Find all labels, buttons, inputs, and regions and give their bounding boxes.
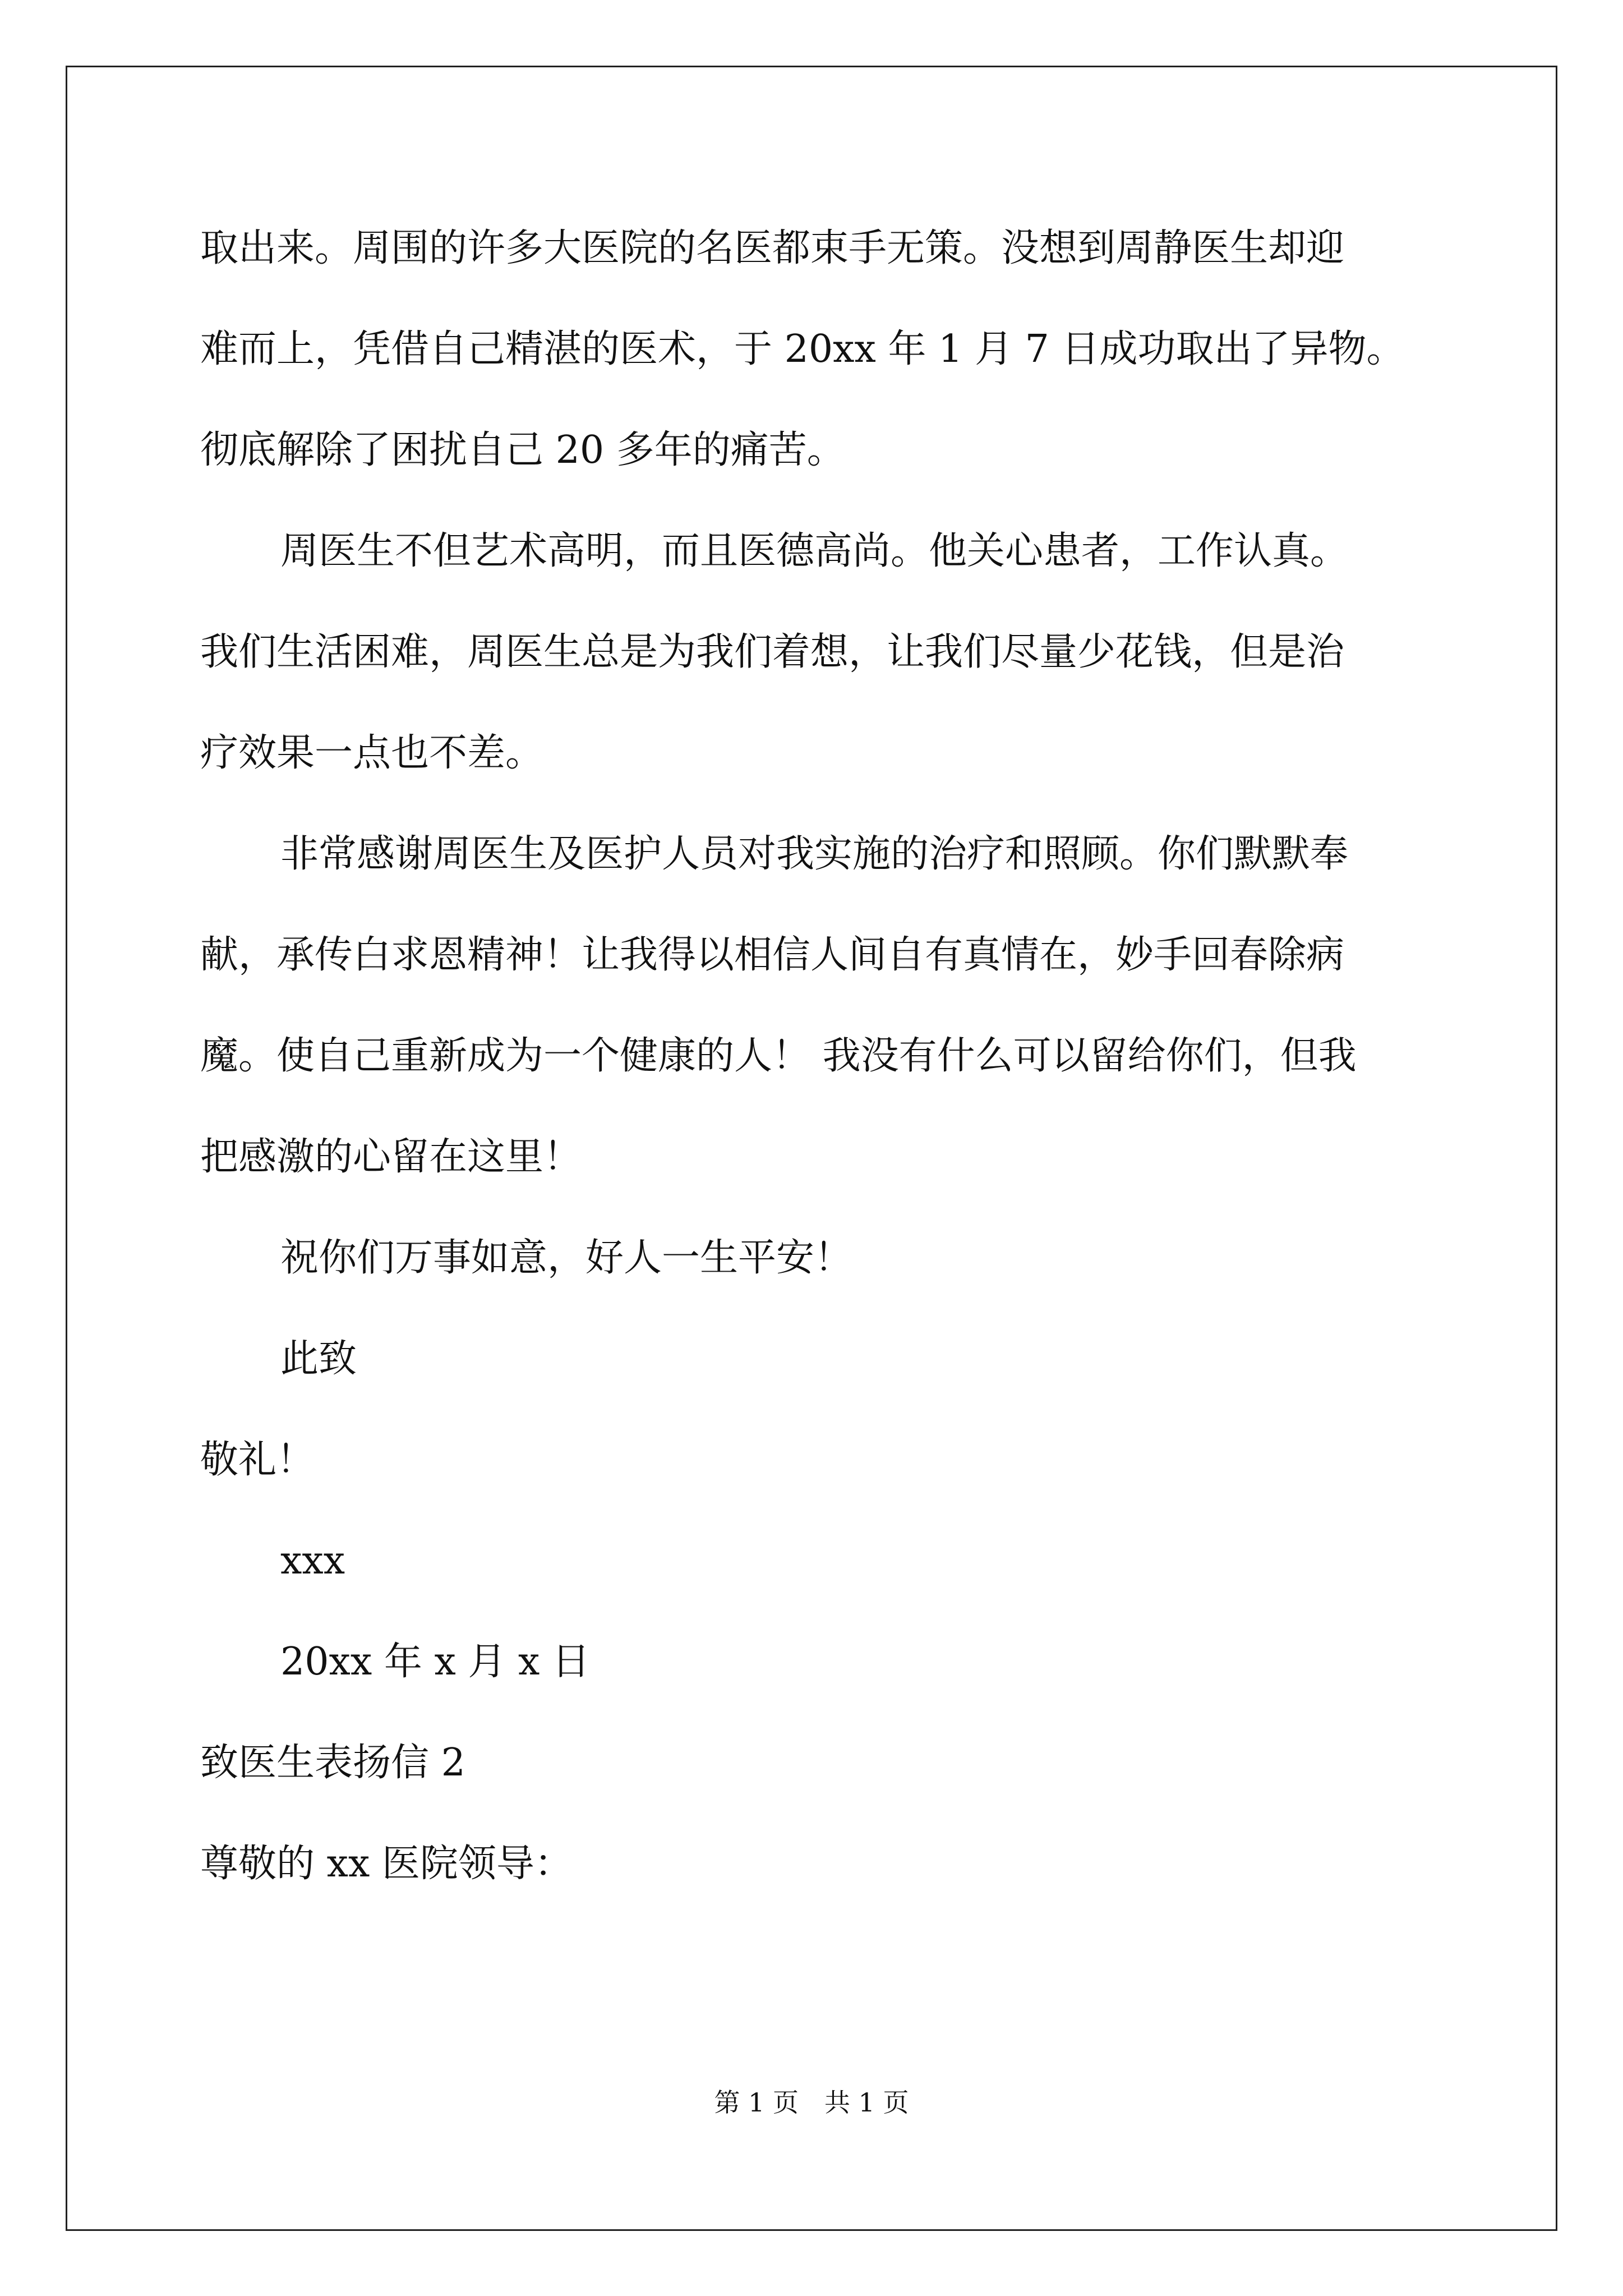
text-line: 把感激的心留在这里！ <box>200 1135 582 1179</box>
text-line: 疗效果一点也不差。 <box>200 731 544 775</box>
page-footer: 第 1 页 共 1 页 <box>714 2087 909 2118</box>
salutation-close: 敬礼！ <box>200 1438 315 1482</box>
closing-phrase: 此致 <box>280 1337 357 1381</box>
greeting: 尊敬的 xx 医院领导： <box>200 1842 573 1886</box>
paragraph-start: 非常感谢周医生及医护人员对我实施的治疗和照顾。你们默默奉 <box>280 832 1349 876</box>
paragraph-start: 周医生不但艺术高明，而且医德高尚。他关心患者，工作认真。 <box>280 529 1349 573</box>
text-line: 我们生活困难，周医生总是为我们着想，让我们尽量少花钱，但是治 <box>200 630 1345 674</box>
text-line: 魔。使自己重新成为一个健康的人！ 我没有什么可以留给你们，但我 <box>200 1034 1357 1078</box>
text-line: 献，承传白求恩精神！让我得以相信人间自有真情在，妙手回春除病 <box>200 933 1345 977</box>
closing-wish: 祝你们万事如意，好人一生平安！ <box>280 1236 853 1280</box>
signature: xxx <box>280 1539 345 1583</box>
date: 20xx 年 x 月 x 日 <box>280 1640 591 1684</box>
text-line: 彻底解除了困扰自己 20 多年的痛苦。 <box>200 428 845 472</box>
text-line: 取出来。周围的许多大医院的名医都束手无策。没想到周静医生却迎 <box>200 226 1345 270</box>
section-heading: 致医生表扬信 2 <box>200 1741 465 1785</box>
text-line: 难而上，凭借自己精湛的医术，于 20xx 年 1 月 7 日成功取出了异物。 <box>200 327 1405 371</box>
